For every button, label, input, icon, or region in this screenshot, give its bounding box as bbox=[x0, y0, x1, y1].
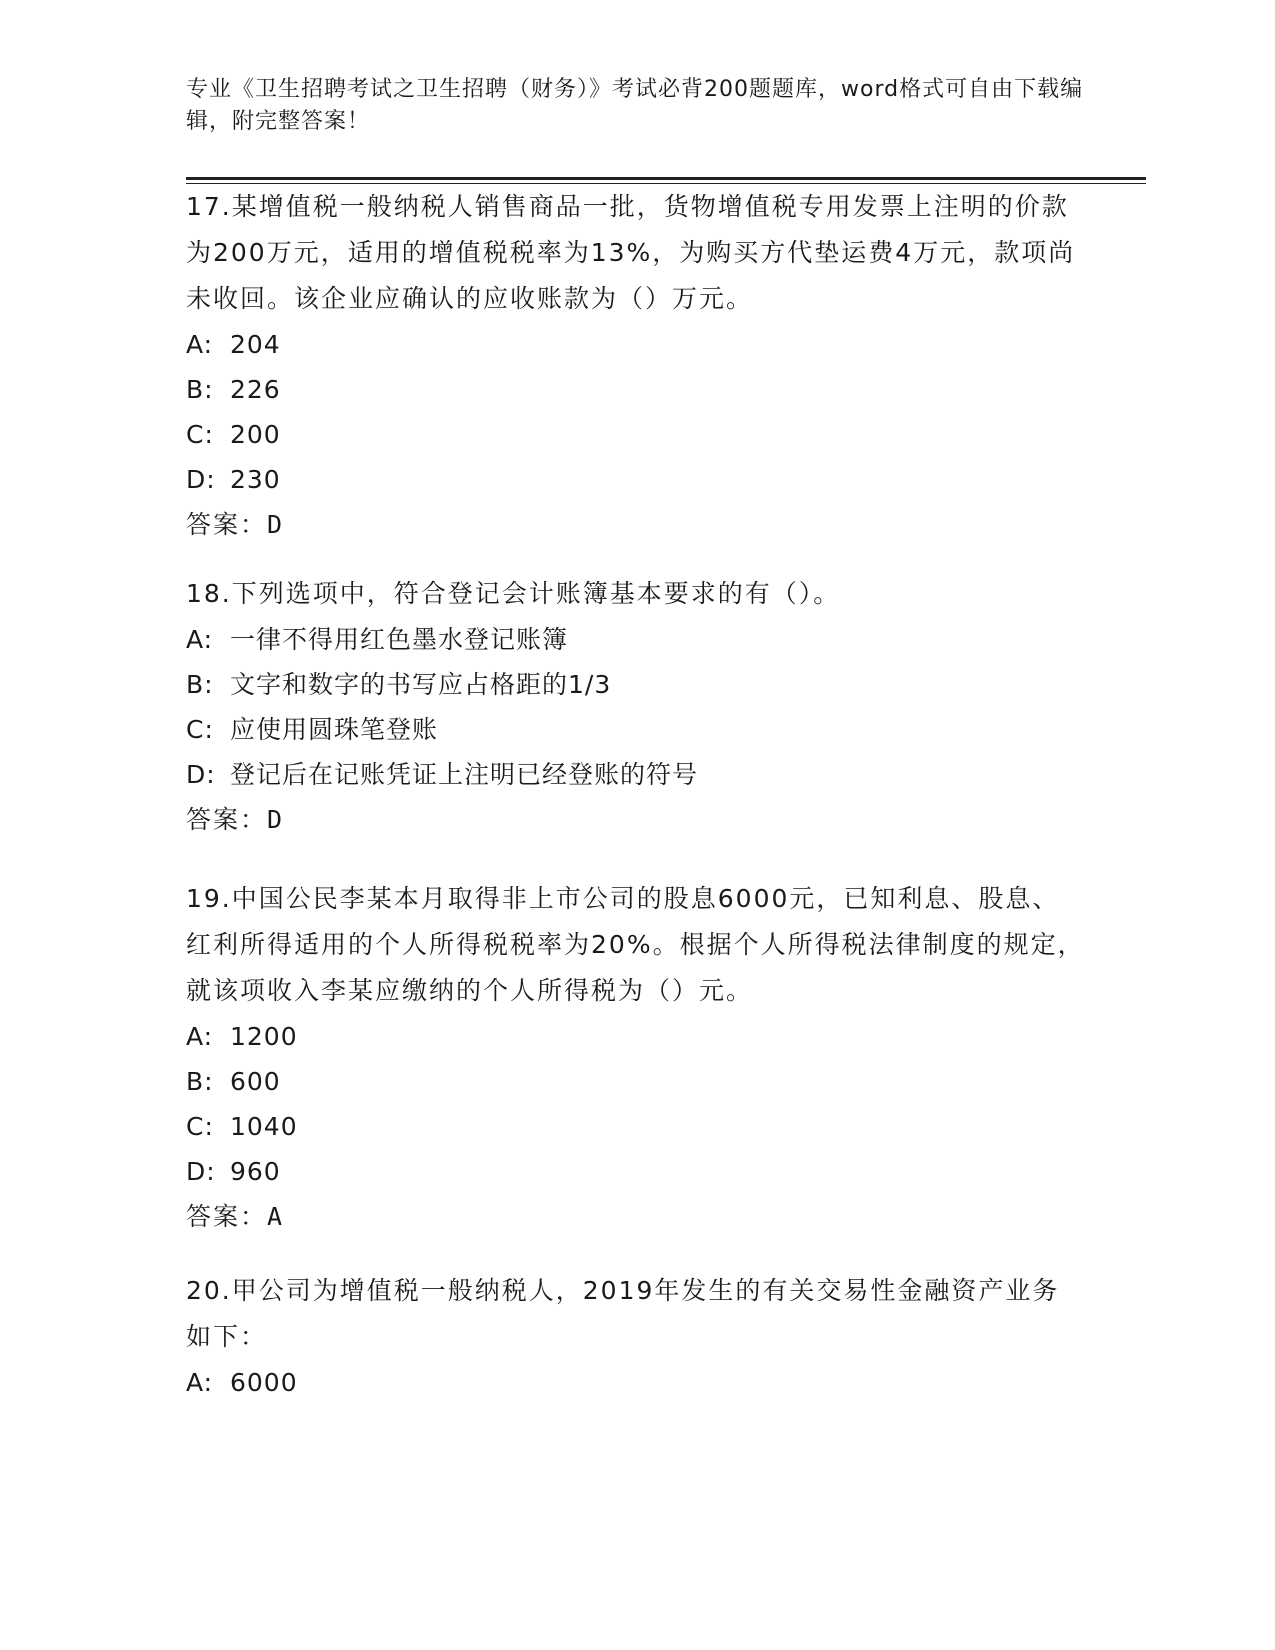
option-b bbox=[186, 1059, 1086, 1104]
answer-value: D bbox=[267, 510, 283, 539]
option-letter: C: bbox=[186, 420, 214, 449]
option-letter: D: bbox=[186, 465, 216, 494]
question-stem: 18.下列选项中，符合登记会计账簿基本要求的有（）。 bbox=[186, 579, 841, 608]
header-divider-thick bbox=[186, 177, 1146, 180]
option-text: 204 bbox=[230, 330, 281, 359]
option-c bbox=[186, 1104, 1086, 1149]
answer-value: A bbox=[267, 1202, 283, 1231]
option-text: 应使用圆珠笔登账 bbox=[230, 715, 439, 744]
option-text: 600 bbox=[230, 1067, 281, 1096]
question-stem: 20.甲公司为增值税一般纳税人，2019年发生的有关交易性金融资产业务如下： bbox=[186, 1276, 1060, 1351]
option-letter: A: bbox=[186, 330, 214, 359]
option-letter: A: bbox=[186, 625, 214, 654]
option-letter: C: bbox=[186, 1112, 214, 1141]
option-text: 6000 bbox=[230, 1368, 298, 1397]
option-letter: B: bbox=[186, 1067, 214, 1096]
option-text: 文字和数字的书写应占格距的1/3 bbox=[230, 670, 612, 699]
option-letter: A: bbox=[186, 1368, 214, 1397]
question-stem: 17.某增值税一般纳税人销售商品一批，货物增值税专用发票上注明的价款为200万元，适用的增值税税率为13%，为购买方代垫运费4万元，款项尚未收回。该企业应确认的应收账款为（）万元。 bbox=[186, 192, 1076, 313]
question-stem: 19.中国公民李某本月取得非上市公司的股息6000元，已知利息、股息、红利所得适用的个人所得税税率为20%。根据个人所得税法律制度的规定，就该项收入李某应缴纳的个人所得税为（）元。 bbox=[186, 884, 1085, 1005]
option-text: 960 bbox=[230, 1157, 281, 1186]
option-d bbox=[186, 1149, 1086, 1194]
option-letter: B: bbox=[186, 670, 214, 699]
option-d bbox=[186, 457, 1086, 502]
option-a bbox=[186, 1360, 1086, 1405]
option-a bbox=[186, 617, 1086, 662]
option-b bbox=[186, 367, 1086, 412]
question-20 bbox=[186, 1268, 1086, 1405]
option-text: 1040 bbox=[230, 1112, 298, 1141]
option-text: 一律不得用红色墨水登记账簿 bbox=[230, 625, 569, 654]
option-letter: C: bbox=[186, 715, 214, 744]
option-letter: B: bbox=[186, 375, 214, 404]
answer-label: 答案： bbox=[186, 805, 268, 834]
answer-line bbox=[186, 1194, 1086, 1240]
option-letter: A: bbox=[186, 1022, 214, 1051]
option-text: 230 bbox=[230, 465, 281, 494]
answer-line bbox=[186, 502, 1086, 548]
answer-label: 答案： bbox=[186, 1202, 268, 1231]
question-17 bbox=[186, 184, 1086, 548]
question-18 bbox=[186, 571, 1086, 843]
option-letter: D: bbox=[186, 760, 216, 789]
answer-label: 答案： bbox=[186, 510, 268, 539]
option-d bbox=[186, 752, 1086, 797]
option-a bbox=[186, 1014, 1086, 1059]
answer-value: D bbox=[267, 805, 283, 834]
option-c bbox=[186, 707, 1086, 752]
option-text: 登记后在记账凭证上注明已经登账的符号 bbox=[230, 760, 699, 789]
question-19 bbox=[186, 876, 1086, 1240]
option-text: 226 bbox=[230, 375, 281, 404]
document-header: 专业《卫生招聘考试之卫生招聘（财务）》考试必背200题题库，word格式可自由下载编辑，附完整答案！ bbox=[186, 77, 1084, 134]
option-a bbox=[186, 322, 1086, 367]
option-b bbox=[186, 662, 1086, 707]
option-text: 1200 bbox=[230, 1022, 298, 1051]
option-letter: D: bbox=[186, 1157, 216, 1186]
answer-line bbox=[186, 797, 1086, 843]
option-c bbox=[186, 412, 1086, 457]
option-text: 200 bbox=[230, 420, 281, 449]
